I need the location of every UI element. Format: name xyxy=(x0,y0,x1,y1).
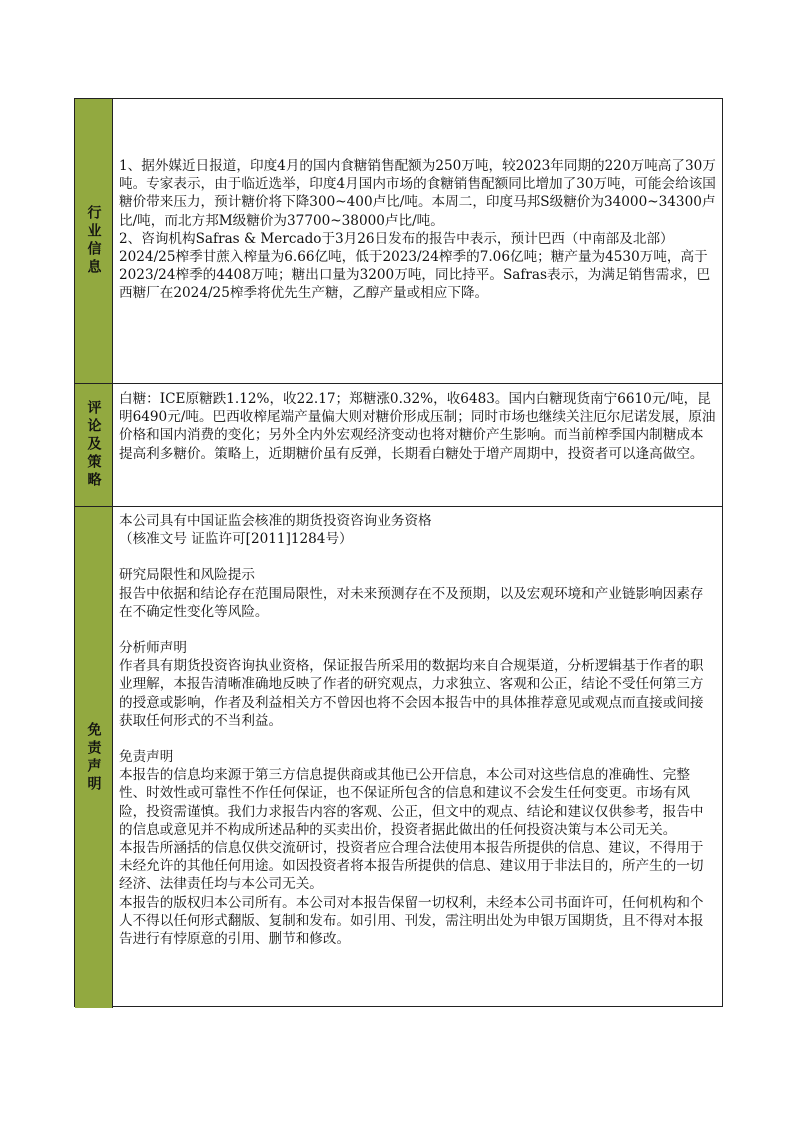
risk-text: 报告中依据和结论存在范围局限性，对未来预测存在不及预期，以及宏观环境和产业链影响因素存在不确定性变化等风险。 xyxy=(119,585,704,620)
industry-info-content xyxy=(119,157,716,303)
disclaimer-title: 免责声明 xyxy=(119,749,174,766)
industry-paragraph-1: 1、据外媒近日报道，印度4月的国内食糖销售配额为250万吨，较2023年同期的220万吨高了30万吨。专家表示，由于临近选举，印度4月国内市场的食糖销售配额同比增加了30万吨，可能会给该国糖价带来压力，预计糖价将下降300~400卢比/吨。本周二，印度马邦S级糖价为34000~34300卢比/吨，而北方邦M级糖价为37700~38000卢比/吨。 xyxy=(119,158,716,229)
commentary-label: 评论及策略 xyxy=(75,384,113,506)
industry-info-row xyxy=(75,99,722,384)
disclaimer-row xyxy=(75,507,722,1008)
commentary-row xyxy=(75,384,722,507)
disclaimer-paragraph-3: 本报告的版权归本公司所有。本公司对本报告保留一切权利，未经本公司书面许可，任何机构和个人不得以任何形式翻版、复制和发布。如引用、刊发，需注明出处为申银万国期货，且不得对本报告进行有悖原意的引用、删节和修改。 xyxy=(119,894,704,948)
commentary-text: 白糖：ICE原糖跌1.12%，收22.17；郑糖涨0.32%，收6483。国内白糖现货南宁6610元/吨，昆明6490元/吨。巴西收榨尾端产量偏大则对糖价形成压制；同时市场也继续关注厄尔尼诺发展，原油价格和国内消费的变化；另外全内外宏观经济变动也将对糖价产生影响。而当前榨季国内制糖成本提高利多糖价。策略上，近期糖价虽有反弹，长期看白糖处于增产周期中，投资者可以逢高做空。 xyxy=(119,391,716,462)
report-table xyxy=(74,98,723,1007)
disclaimer-paragraph-2: 本报告所涵括的信息仅供交流研讨，投资者应合理合法使用本报告所提供的信息、建议，不得用于未经允许的其他任何用途。如因投资者将本报告所提供的信息、建议用于非法目的，所产生的一切经济、法律责任均与本公司无关。 xyxy=(119,840,704,893)
disclaimer-paragraph-1: 本报告的信息均来源于第三方信息提供商或其他已公开信息，本公司对这些信息的准确性、完整性、时效性或可靠性不作任何保证，也不保证所包含的信息和建议不会发生任何变更。市场有风险，投资需谨慎。我们力求报告内容的客观、公正，但文中的观点、结论和建议仅供参考，报告中的信息或意见并不构成所述品种的买卖出价，投资者据此做出的任何投资决策与本公司无关。 xyxy=(119,767,704,838)
analyst-text: 作者具有期货投资咨询执业资格，保证报告所采用的数据均来自合规渠道，分析逻辑基于作者的职业理解，本报告清晰准确地反映了作者的研究观点，力求独立、客观和公正，结论不受任何第三方的授意或影响，作者及利益相关方不曾因也将不会因本报告中的具体推荐意见或观点而直接或间接获取任何形式的不当利益。 xyxy=(119,658,704,729)
license-text: （核准文号 证监许可[2011]1284号） xyxy=(119,531,353,548)
disclaimer-label: 免责声明 xyxy=(75,507,113,1008)
industry-info-label: 行业信息 xyxy=(75,99,113,383)
risk-title: 研究局限性和风险提示 xyxy=(119,567,255,584)
industry-paragraph-2: 2、咨询机构Safras & Mercado于3月26日发布的报告中表示，预计巴西（中南部及北部）2024/25榨季甘蔗入榨量为6.66亿吨，低于2023/24榨季的7.06亿吨；糖产量为4530万吨，高于2023/24榨季的4408万吨；糖出口量为3200万吨，同比持平。Safras表示，为满足销售需求，巴西糖厂在2024/25榨季将优先生产糖，乙醇产量或相应下降。 xyxy=(119,230,711,302)
disclaimer-content xyxy=(119,512,716,948)
analyst-title: 分析师声明 xyxy=(119,640,187,657)
commentary-content xyxy=(119,390,716,463)
qualification-text: 本公司具有中国证监会核准的期货投资咨询业务资格 xyxy=(119,513,432,529)
